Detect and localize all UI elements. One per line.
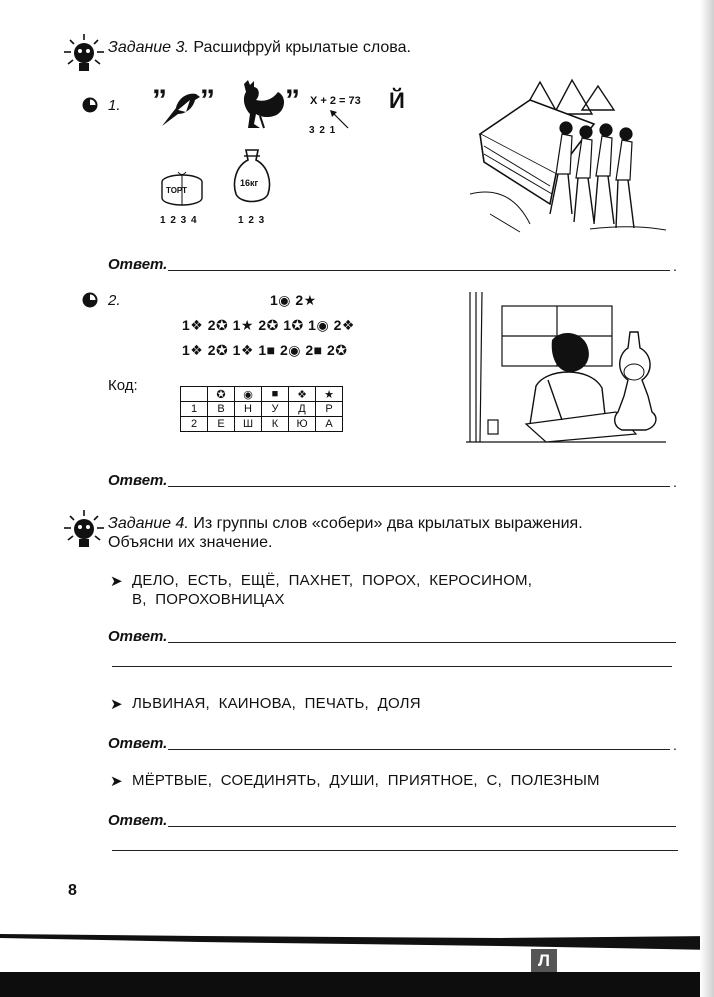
letter-short-i: Й xyxy=(389,88,405,113)
code-cell: 2 xyxy=(181,417,208,432)
code-cell: Ю xyxy=(289,417,316,432)
item1-answer-period: . xyxy=(673,258,677,274)
cipher-row-2: 1❖ 2✪ 1★ 2✪ 1✪ 1◉ 2❖ xyxy=(182,317,355,333)
group2-answer-period: . xyxy=(673,737,677,753)
item2-answer-period: . xyxy=(673,474,677,490)
word-group-1-line2: В, ПОРОХОВНИЦАХ xyxy=(132,591,285,608)
task4-label: Задание 4. xyxy=(108,515,189,532)
group1-answer-label: Ответ. xyxy=(108,628,168,645)
rooster-icon xyxy=(236,80,288,130)
quote-close-1: ” xyxy=(200,84,215,117)
code-cell: Ш xyxy=(235,417,262,432)
item2-answer-line[interactable] xyxy=(168,486,670,487)
difficulty-clock-icon xyxy=(82,292,98,308)
group3-answer-line[interactable] xyxy=(168,826,676,827)
word-group-1-line1: ДЕЛО, ЕСТЬ, ЕЩЁ, ПАХНЕТ, ПОРОХ, КЕРОСИНОМ, xyxy=(132,572,533,589)
bottom-bar xyxy=(0,972,714,997)
bird-icon xyxy=(160,88,202,128)
item2-number: 2. xyxy=(108,292,121,309)
code-cell: Е xyxy=(208,417,235,432)
cipher-row-1: 1◉ 2★ xyxy=(270,292,317,308)
code-cell: Н xyxy=(235,402,262,417)
bullet-arrow-icon: ➤ xyxy=(110,696,123,713)
code-cell: К xyxy=(262,417,289,432)
code-cell: В xyxy=(208,402,235,417)
word-group-2-line1: ЛЬВИНАЯ, КАИНОВА, ПЕЧАТЬ, ДОЛЯ xyxy=(132,695,421,712)
lightbulb-icon xyxy=(62,508,106,552)
page-edge xyxy=(0,928,714,950)
code-cell: 1 xyxy=(181,402,208,417)
code-cell: У xyxy=(262,402,289,417)
page-shadow xyxy=(700,0,714,997)
equation-digits: 3 2 1 xyxy=(309,125,337,136)
item1-answer-label: Ответ. xyxy=(108,256,168,273)
equation-text: X + 2 = 73 xyxy=(310,95,361,107)
group2-answer-line[interactable] xyxy=(168,749,670,750)
pyramids-illustration xyxy=(470,74,666,234)
group3-answer-label: Ответ. xyxy=(108,812,168,829)
arrow-icon xyxy=(328,108,350,130)
code-header-cell: ★ xyxy=(316,387,343,402)
task4-title-line1: Из группы слов «собери» два крылатых выражения. xyxy=(193,515,583,532)
task4-heading xyxy=(108,514,688,533)
code-cell: Д xyxy=(289,402,316,417)
code-table-row xyxy=(181,402,343,417)
code-table xyxy=(180,386,343,432)
difficulty-clock-icon xyxy=(82,97,98,113)
cipher-row-3: 1❖ 2✪ 1❖ 1■ 2◉ 2■ 2✪ xyxy=(182,342,348,358)
lightbulb-icon xyxy=(62,32,106,76)
group3-answer-line-2[interactable] xyxy=(112,850,678,851)
group1-answer-line-2[interactable] xyxy=(112,666,672,667)
watermark-badge xyxy=(531,949,557,972)
sack-digits: 1 2 3 xyxy=(238,215,266,226)
code-header-cell: ✪ xyxy=(208,387,235,402)
watermark-letter: Л xyxy=(538,951,550,970)
bullet-arrow-icon: ➤ xyxy=(110,573,123,590)
group2-answer-label: Ответ. xyxy=(108,735,168,752)
code-header-cell: ■ xyxy=(262,387,289,402)
bullet-arrow-icon: ➤ xyxy=(110,773,123,790)
item2-answer-label: Ответ. xyxy=(108,472,168,489)
code-header-cell xyxy=(181,387,208,402)
code-header-cell: ◉ xyxy=(235,387,262,402)
code-label: Код: xyxy=(108,377,138,394)
task3-heading xyxy=(108,38,411,57)
code-cell: Р xyxy=(316,402,343,417)
item1-number: 1. xyxy=(108,97,121,114)
sack-label: 16кг xyxy=(240,178,259,188)
page-number: 8 xyxy=(68,882,77,899)
task3-title: Расшифруй крылатые слова. xyxy=(193,39,411,56)
task3-label: Задание 3. xyxy=(108,39,189,56)
code-header-cell: ❖ xyxy=(289,387,316,402)
code-table-header xyxy=(181,387,343,402)
word-group-3-line1: МЁРТВЫЕ, СОЕДИНЯТЬ, ДУШИ, ПРИЯТНОЕ, С, ПОЛЕЗНЫМ xyxy=(132,772,600,789)
task4-title-line2: Объясни их значение. xyxy=(108,534,273,551)
code-table-row xyxy=(181,417,343,432)
group1-answer-line[interactable] xyxy=(168,642,676,643)
cake-digits: 1 2 3 4 xyxy=(160,215,198,226)
cake-label: ТОРТ xyxy=(166,186,188,195)
boy-writing-illustration xyxy=(466,292,666,452)
quote-open-1: ” xyxy=(152,84,167,117)
quote-close-2: ” xyxy=(285,84,300,117)
item1-answer-line[interactable] xyxy=(168,270,670,271)
code-cell: А xyxy=(316,417,343,432)
